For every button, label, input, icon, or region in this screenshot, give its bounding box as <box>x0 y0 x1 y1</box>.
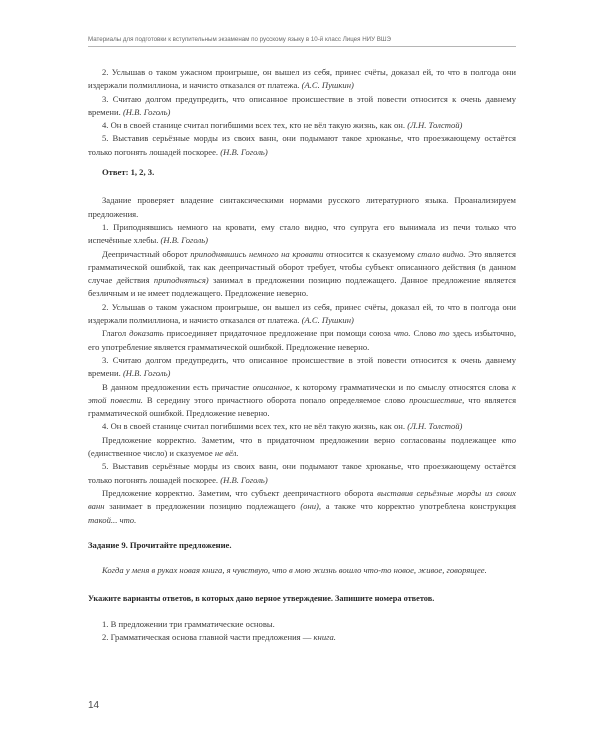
answer-line: Ответ: 1, 2, 3. <box>102 167 155 178</box>
analysis-sentence-4: 4. Он в своей станице считал погибшими всех тех, кто не вёл такую жизнь, как он. (Л.Н. Толстой) <box>102 421 463 432</box>
task-9-example-sentence: Когда у меня в руках новая книга, я чувствую, что в мою жизнь вошло что-то новое, живое, говорящее. <box>102 565 487 576</box>
task-9-option-2: 2. Грамматическая основа главной части предложения — книга. <box>102 631 336 642</box>
analysis-intro: Задание проверяет владение синтаксическими нормами русского литературного языка. Проанализируем предложения. <box>88 195 516 219</box>
analysis-sentence-5: 5. Выставив серьёзные морды из своих ванн, они подымают такое хрюканье, что проезжающему остаётся только погонять лошадей поскорее. (Н.В. Гоголь) <box>88 461 516 485</box>
analysis-comment-3: В данном предложении есть причастие описанное, к которому грамматически и по смыслу относятся слова к этой повести. В середину этого причастного оборота попало определяемое слово происшествие, что является грамматической ошибкой. Предложение неверно. <box>88 381 517 419</box>
analysis-comment-2: Глагол доказать присоединяет придаточное предложение при помощи союза что. Слово то здесь избыточно, его употребление является грамматической ошибкой. Предложение неверно. <box>88 328 516 352</box>
task-9-title: Задание 9. Прочитайте предложение. <box>88 539 232 550</box>
analysis-sentence-3: 3. Считаю долгом предупредить, что описанное происшествие в этой повести относится к очень давнему времени. (Н.В. Гоголь) <box>88 354 516 379</box>
header-divider <box>88 46 516 47</box>
analysis-sentence-2: 2. Услышав о таком ужасном проигрыше, он вышел из себя, принес счёты, доказал ей, то что в полгода они издержали полмиллиона, и начисто отказался от платежа. (А.С. Пушкин) <box>88 301 516 326</box>
sentence-2: 2. Услышав о таком ужасном проигрыше, он вышел из себя, принес счёты, доказал ей, то что в полгода они издержали полмиллиона, и начисто отказался от платежа. (А.С. Пушкин) <box>88 67 516 91</box>
task-9-option-1: 1. В предложении три грамматические основы. <box>102 618 275 629</box>
analysis-comment-4: Предложение корректно. Заметим, что в придаточном предложении верно согласованы подлежащее кто (единственное число) и сказуемое не вёл. <box>88 434 516 459</box>
page-content <box>88 66 516 644</box>
task-9-instruction: Укажите варианты ответов, в которых дано верное утверждение. Запишите номера ответов. <box>88 594 435 604</box>
running-header: Материалы для подготовки к вступительным экзаменам по русскому языку в 10-й класс Лицея НИУ ВШЭ <box>88 36 392 43</box>
page-number: 14 <box>88 700 100 711</box>
analysis-sentence-1: 1. Приподнявшись немного на кровати, ему стало видно, что супруга его вынимала из печи только что испечённые хлебы. (Н.В. Гоголь) <box>88 221 516 246</box>
analysis-comment-5: Предложение корректно. Заметим, что субъект деепричастного оборота выставив серьёзные морды из своих ванн занимает в предложении позицию подлежащего (они), а также что корректно употреблена конструкция такой... что. <box>88 487 516 525</box>
sentence-5: 5. Выставив серьёзные морды из своих ванн, они подымают такое хрюканье, что проезжающему остаётся только погонять лошадей поскорее. (Н.В. Гоголь) <box>88 133 516 157</box>
sentence-3: 3. Считаю долгом предупредить, что описанное происшествие в этой повести относится к очень давнему времени. (Н.В. Гоголь) <box>88 93 516 117</box>
sentence-4: 4. Он в своей станице считал погибшими всех тех, кто не вёл такую жизнь, как он. (Л.Н. Толстой) <box>102 120 463 131</box>
analysis-comment-1: Деепричастный оборот приподнявшись немного на кровати относится к сказуемому стало видно. Это является грамматической ошибкой, так как деепричастный оборот требует, чтобы субъект описанного действия (в данном случае действия приподняться) занимал в предложении позицию подлежащего. Данное предложение является безличным и не имеет подлежащего. Предложение неверно. <box>88 248 517 299</box>
